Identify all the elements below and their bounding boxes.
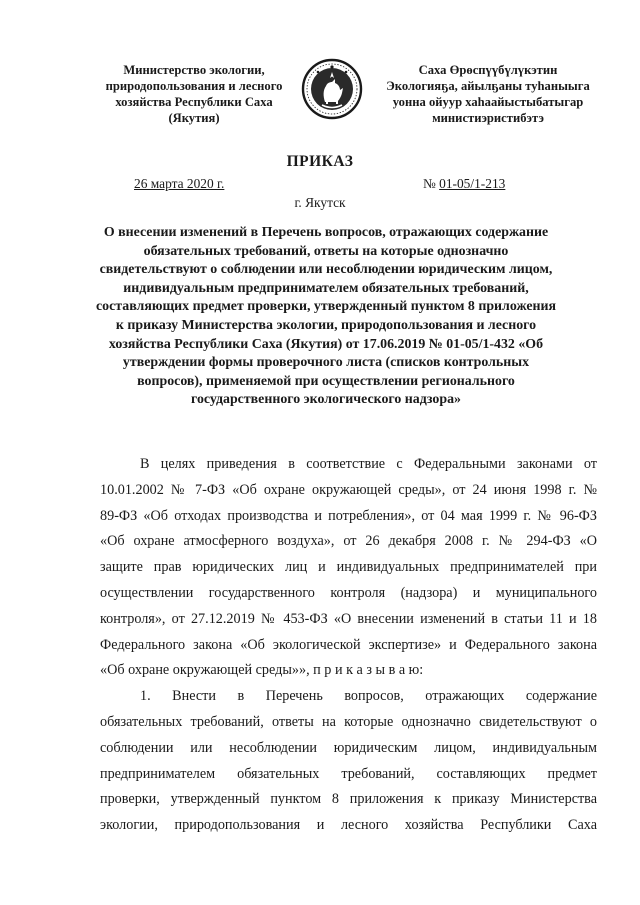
body-line: осуществлении государственного контроля (надзора) и муниципального [100, 584, 597, 601]
ministry-name-yakut [382, 62, 594, 126]
ministry-name-ru-line: Министерство экологии, [123, 63, 265, 77]
subject-line: составляющих предмет проверки, утвержденный пунктом 8 приложения [96, 299, 557, 315]
body-line: «Об охране атмосферного воздуха», от 26 декабря 2008 г. № 294-ФЗ «О [100, 533, 597, 550]
order-number-value: 01-05/1-213 [439, 176, 506, 191]
order-subject [96, 224, 556, 410]
ministry-name-sah-line: Саха Өрөспүүбүлүкэтин [418, 63, 558, 77]
body-line: защите прав юридических лиц и индивидуальных предпринимателей при [100, 559, 597, 576]
body-line: предпринимателем обязательных требований, составляющих предмет [100, 765, 597, 782]
ministry-name-sah-line: министиэристибэтэ [432, 111, 544, 125]
subject-line: обязательных требований, ответы на которые однозначно [143, 243, 509, 259]
subject-line: свидетельствуют о соблюдении или несоблюдении юридическим лицом, [99, 262, 553, 278]
order-date: 26 марта 2020 г. [134, 176, 225, 191]
body-line: «Об охране окружающей среды»», п р и к а з ы в а ю: [100, 662, 424, 679]
body-line: Федерального закона «Об экологической экспертизе» и Федерального закона [100, 636, 597, 653]
order-city: г. Якутск [294, 195, 346, 210]
ministry-name-russian [105, 62, 283, 126]
subject-line: утверждении формы проверочного листа (списков контрольных [122, 355, 530, 371]
body-line: 89-ФЗ «Об отходах производства и потребления», от 04 мая 1999 г. № 96-ФЗ [100, 507, 597, 524]
body-line: соблюдении или несоблюдении юридическим лицом, индивидуальным [100, 739, 597, 756]
subject-line: к приказу Министерства экологии, природопользования и лесного [115, 317, 537, 333]
subject-line: вопросов), применяемой при осуществлении регионального [137, 373, 515, 389]
ministry-name-ru-line: хозяйства Республики Саха [115, 95, 273, 109]
order-title: ПРИКАЗ [286, 153, 354, 170]
body-line: проверки, утвержденный пунктом 8 приложения к приказу Министерства [100, 791, 597, 808]
body-line: обязательных требований, ответы на которые однозначно свидетельствуют о [100, 713, 597, 730]
ministry-name-sah-line: уонна ойуур хаһаайыстыбатыгар [392, 95, 584, 109]
subject-line: индивидуальным предпринимателем обязательных требований, [123, 280, 529, 296]
subject-line: хозяйства Республики Саха (Якутия) от 17.06.2019 № 01-05/1-432 «Об [108, 336, 544, 352]
body-line: В целях приведения в соответствие с Федеральными законами от [140, 456, 597, 472]
body-line: 10.01.2002 № 7-ФЗ «Об охране окружающей среды», от 24 июня 1998 г. № [100, 481, 597, 498]
body-line: контроля», от 27.12.2019 № 453-ФЗ «О внесении изменений в статьи 11 и 18 [100, 610, 597, 627]
order-number-prefix: № [423, 176, 436, 191]
order-number [423, 176, 505, 192]
order-body [100, 452, 597, 839]
coat-of-arms-sakha-emblem [301, 58, 363, 120]
subject-line: государственного экологического надзора» [191, 392, 461, 408]
ministry-name-sah-line: Экологияҕа, айылҕаны туһаныыга [386, 79, 590, 93]
body-line: 1. Внести в Перечень вопросов, отражающих содержание [140, 688, 597, 705]
body-line: экологии, природопользования и лесного хозяйства Республики Саха [100, 817, 597, 834]
subject-line: О внесении изменений в Перечень вопросов, отражающих содержание [103, 225, 549, 240]
ministry-name-ru-line: природопользования и лесного [105, 79, 283, 93]
ministry-name-ru-line: (Якутия) [168, 111, 220, 125]
